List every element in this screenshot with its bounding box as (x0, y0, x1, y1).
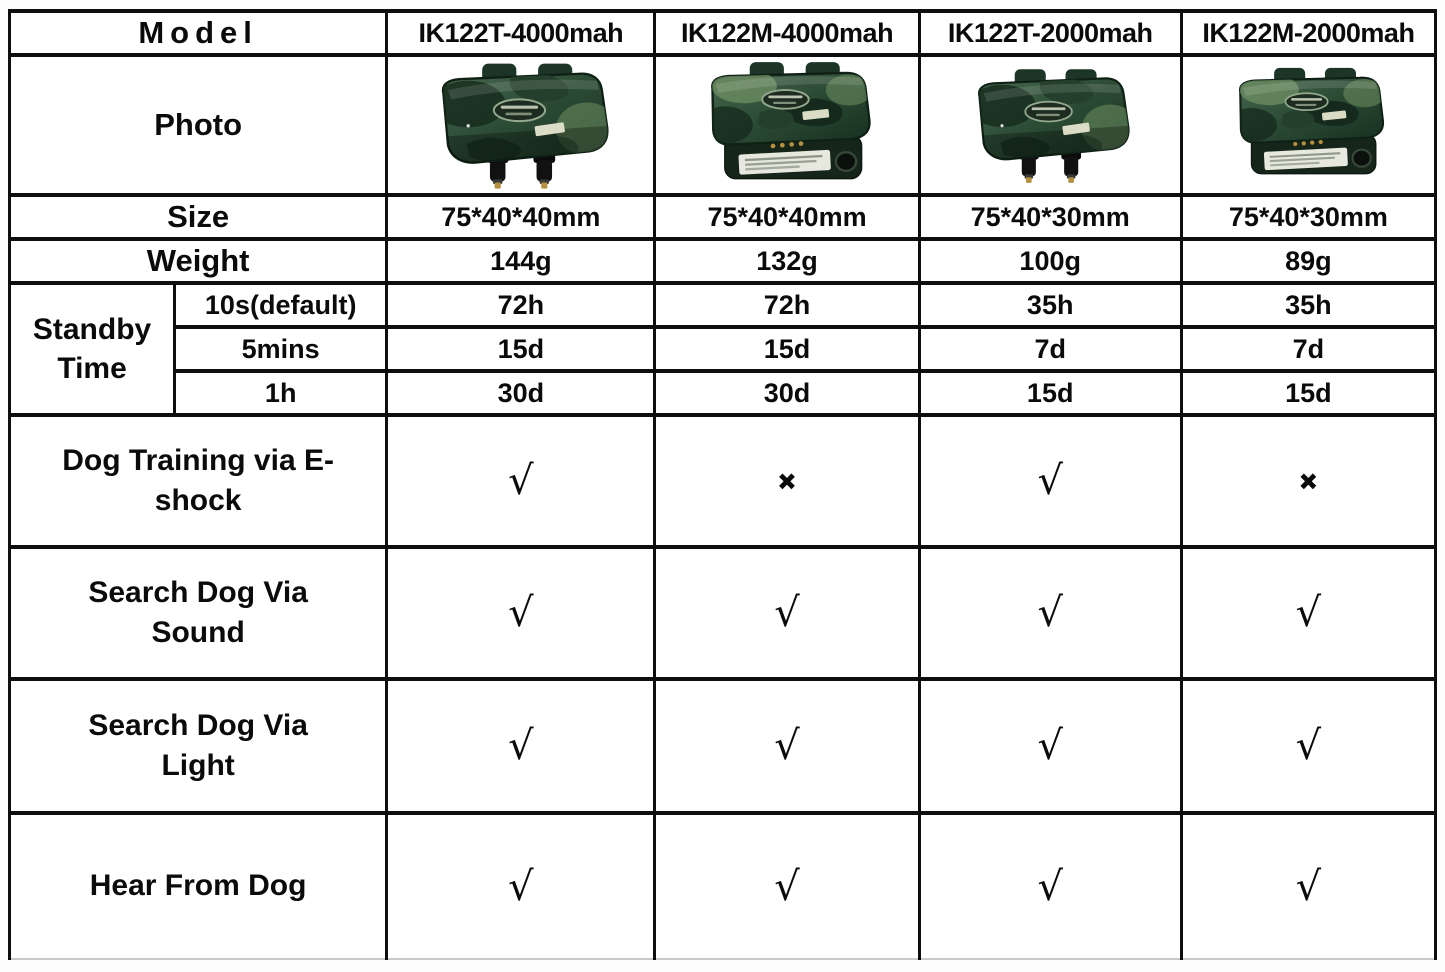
standby-row-10s (10, 283, 1436, 327)
size-value: 75*40*30mm (1181, 195, 1435, 239)
feature-mark: √ (1181, 679, 1435, 813)
feature-mark: √ (655, 679, 919, 813)
model-name-ik122t-2000: IK122T-2000mah (919, 11, 1181, 55)
standby-value: 72h (387, 283, 655, 327)
feature-mark: × (1181, 415, 1435, 547)
feature-mark: √ (1181, 813, 1435, 959)
size-row (10, 195, 1436, 239)
size-value: 75*40*30mm (919, 195, 1181, 239)
standby-value: 15d (655, 327, 919, 371)
feature-mark: √ (1181, 547, 1435, 679)
standby-sub-label-5mins: 5mins (175, 327, 387, 371)
feature-row-eshock (10, 415, 1436, 547)
standby-sub-label-10s: 10s(default) (175, 283, 387, 327)
weight-row-label: Weight (10, 239, 387, 283)
photo-cell-1 (387, 55, 655, 195)
model-name-ik122m-4000: IK122M-4000mah (655, 11, 919, 55)
feature-label-text: Dog Training via E-shock (62, 443, 334, 517)
feature-mark: × (655, 415, 919, 547)
standby-value: 35h (919, 283, 1181, 327)
feature-mark: √ (387, 813, 655, 959)
weight-row (10, 239, 1436, 283)
camo-collar-prongs-image (413, 59, 629, 191)
feature-mark: √ (919, 547, 1181, 679)
photo-row-label: Photo (10, 55, 387, 195)
camo-collar-no-prongs-small-image (1212, 65, 1404, 185)
photo-cell-3 (919, 55, 1181, 195)
weight-value: 100g (919, 239, 1181, 283)
photo-row (10, 55, 1436, 195)
camo-collar-prongs-small-image (954, 65, 1146, 185)
model-name-ik122m-2000: IK122M-2000mah (1181, 11, 1435, 55)
header-row (10, 11, 1436, 55)
weight-value: 144g (387, 239, 655, 283)
feature-label-text: Search Dog Via Light (88, 708, 308, 782)
feature-mark: √ (655, 547, 919, 679)
feature-row-hear (10, 813, 1436, 959)
feature-mark: √ (919, 679, 1181, 813)
feature-mark: √ (387, 415, 655, 547)
feature-label-text: Hear From Dog (89, 869, 307, 903)
photo-cell-2 (655, 55, 919, 195)
size-row-label: Size (10, 195, 387, 239)
standby-value: 35h (1181, 283, 1435, 327)
standby-value: 7d (919, 327, 1181, 371)
feature-mark: √ (919, 415, 1181, 547)
standby-value: 15d (1181, 371, 1435, 415)
feature-label-hear (10, 813, 387, 959)
photo-cell-4 (1181, 55, 1435, 195)
feature-mark: √ (655, 813, 919, 959)
standby-row-5mins (10, 327, 1436, 371)
standby-sub-label-1h: 1h (175, 371, 387, 415)
feature-row-sound (10, 547, 1436, 679)
camo-collar-no-prongs-image (679, 59, 895, 191)
size-value: 75*40*40mm (387, 195, 655, 239)
size-value: 75*40*40mm (655, 195, 919, 239)
weight-value: 89g (1181, 239, 1435, 283)
feature-mark: √ (919, 813, 1181, 959)
standby-value: 15d (387, 327, 655, 371)
standby-time-label: Standby Time (10, 283, 175, 415)
feature-row-light (10, 679, 1436, 813)
feature-label-text: Search Dog Via Sound (88, 575, 308, 649)
model-header-label: Model (10, 11, 387, 55)
standby-value: 15d (919, 371, 1181, 415)
standby-value: 72h (655, 283, 919, 327)
feature-label-light (10, 679, 387, 813)
comparison-table (8, 9, 1437, 960)
weight-value: 132g (655, 239, 919, 283)
standby-value: 30d (387, 371, 655, 415)
feature-mark: √ (387, 679, 655, 813)
standby-value: 30d (655, 371, 919, 415)
feature-mark: √ (387, 547, 655, 679)
standby-row-1h (10, 371, 1436, 415)
standby-value: 7d (1181, 327, 1435, 371)
feature-label-eshock (10, 415, 387, 547)
feature-label-sound (10, 547, 387, 679)
model-name-ik122t-4000: IK122T-4000mah (387, 11, 655, 55)
